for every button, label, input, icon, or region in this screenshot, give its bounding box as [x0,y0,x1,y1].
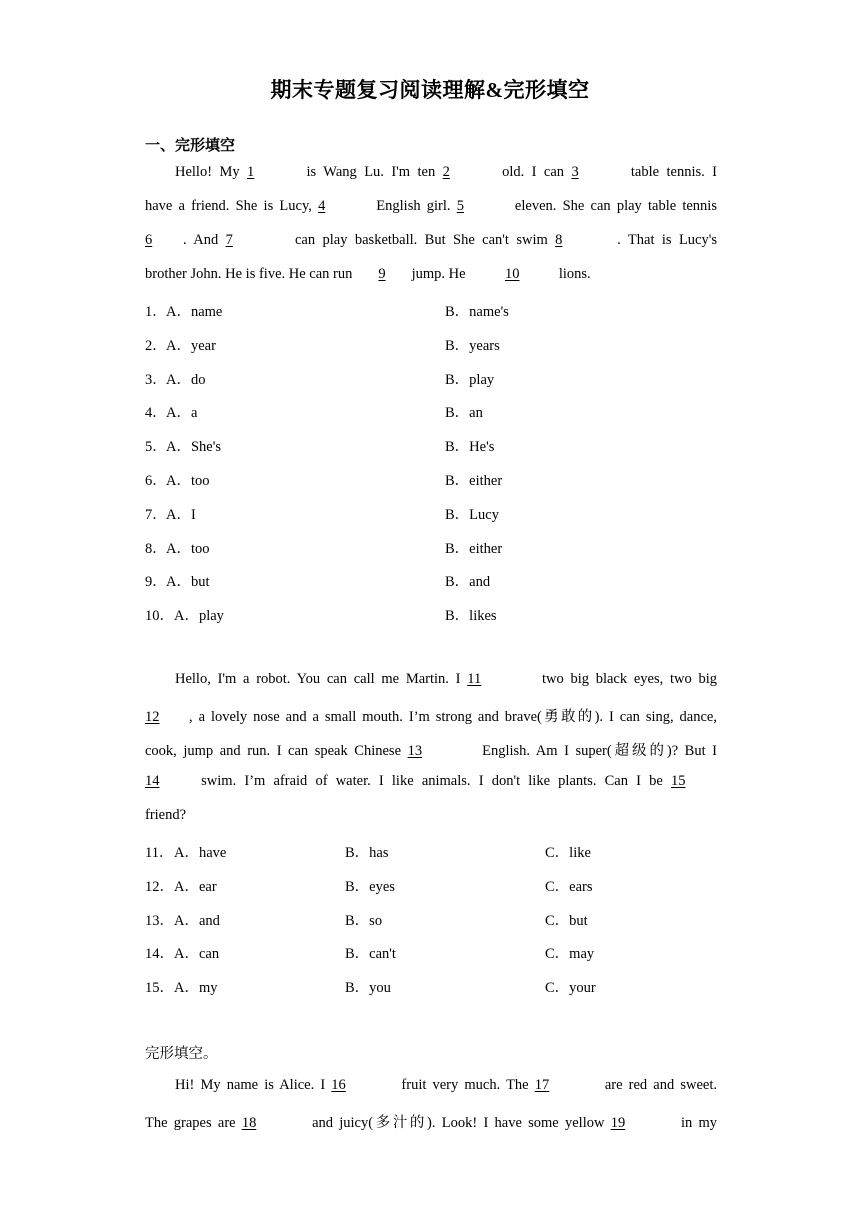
option-b[interactable]: B．and [445,574,491,591]
option-a[interactable]: A．I [166,506,196,523]
blank-4[interactable]: 4 [318,198,326,214]
passage1-line1: Hello! My 1 is Wang Lu. I'm ten 2 old. I can 3 table tennis. I [175,164,717,180]
option-b[interactable]: B．either [445,473,503,489]
blank-8[interactable]: 8 [555,232,563,248]
blank-11[interactable]: 11 [467,671,482,687]
option-a[interactable]: A．have [174,845,227,861]
option-a[interactable]: A．too [166,473,210,489]
option-c[interactable]: C．your [545,980,596,997]
option-a[interactable]: A．ear [174,878,217,895]
question-number: 8． [145,540,167,557]
blank-5[interactable]: 5 [456,198,464,214]
option-b[interactable]: B．play [445,371,495,388]
option-c[interactable]: C．but [545,912,588,929]
option-a[interactable]: A．a [166,405,198,422]
passage1-line3: 6 . And 7 can play basketball. But She can't swim 8 . That is Lucy's [145,232,718,248]
passage2-line1: Hello, I'm a robot. You can call me Martin. I 11 two big black eyes, two big [175,671,717,687]
question-number: 4． [145,405,167,422]
question-number: 7． [145,506,167,523]
option-b[interactable]: B．an [445,405,483,422]
passage2-line5: friend? [145,807,187,823]
question-number: 11． [145,845,174,861]
blank-9[interactable]: 9 [378,266,386,282]
question-number: 13． [145,912,174,929]
option-a[interactable]: A．play [174,608,224,625]
option-a[interactable]: A．but [166,574,210,591]
section-heading: 一、完形填空 [145,138,236,154]
question-number: 2． [145,337,167,354]
question-number: 9． [145,574,167,591]
question-number: 14． [145,946,174,963]
blank-3[interactable]: 3 [571,164,579,180]
section2-heading: 完形填空。 [145,1046,218,1062]
blank-14[interactable]: 14 [145,773,160,789]
option-a[interactable]: A．too [166,540,210,557]
passage2-line2: 12 , a lovely nose and a small mouth. I’m strong and brave(勇敢的). I can sing, dance, [145,709,717,725]
option-b[interactable]: B．you [345,980,391,997]
option-b[interactable]: B．eyes [345,878,395,895]
option-a[interactable]: A．can [174,946,220,963]
blank-2[interactable]: 2 [442,164,450,180]
option-c[interactable]: C．may [545,946,595,963]
blank-12[interactable]: 12 [145,709,160,725]
question-number: 12． [145,878,174,895]
passage2-line4: 14 swim. I’m afraid of water. I like animals. I don't like plants. Can I be 15 [145,773,717,790]
option-b[interactable]: B．He's [445,439,495,456]
option-b[interactable]: B．name's [445,304,509,320]
blank-19[interactable]: 19 [610,1115,626,1131]
passage1-line4: brother John. He is five. He can run 9 jump. He 10 lions. [145,266,591,282]
option-b[interactable]: B．so [345,912,383,929]
question-number: 6． [145,473,167,489]
blank-16[interactable]: 16 [331,1077,346,1093]
option-a[interactable]: A．do [166,371,206,388]
blank-1[interactable]: 1 [247,164,255,180]
page-title: 期末专题复习阅读理解&完形填空 [270,78,590,102]
blank-18[interactable]: 18 [241,1115,257,1131]
question-number: 1． [145,304,167,320]
option-b[interactable]: B．either [445,540,503,557]
question-number: 10． [145,608,174,625]
option-b[interactable]: B．has [345,845,389,861]
option-a[interactable]: A．name [166,304,223,320]
option-a[interactable]: A．my [174,980,218,997]
question-number: 3． [145,371,167,388]
blank-6[interactable]: 6 [145,232,153,248]
option-b[interactable]: B．likes [445,608,497,625]
passage2-line3: cook, jump and run. I can speak Chinese 13 English. Am I super(超级的)? But I [145,743,718,759]
question-number: 5． [145,439,167,456]
option-a[interactable]: A．She's [166,439,221,456]
option-a[interactable]: A．and [174,912,220,929]
option-b[interactable]: B．can't [345,946,396,963]
option-c[interactable]: C．ears [545,878,593,895]
blank-10[interactable]: 10 [504,266,520,282]
option-a[interactable]: A．year [166,337,216,354]
passage1-line2: have a friend. She is Lucy, 4 English girl. 5 eleven. She can play table tennis [145,198,717,214]
passage3-line1: Hi! My name is Alice. I 16 fruit very much. The 17 are red and sweet. [175,1077,717,1093]
blank-15[interactable]: 15 [671,773,686,789]
option-b[interactable]: B．years [445,337,500,354]
option-b[interactable]: B．Lucy [445,506,499,523]
question-number: 15． [145,980,174,997]
option-c[interactable]: C．like [545,845,591,861]
blank-13[interactable]: 13 [407,743,423,759]
blank-17[interactable]: 17 [534,1077,550,1093]
passage3-line2: The grapes are 18 and juicy(多汁的). Look! I have some yellow 19 in my [145,1115,718,1131]
blank-7[interactable]: 7 [225,232,233,248]
